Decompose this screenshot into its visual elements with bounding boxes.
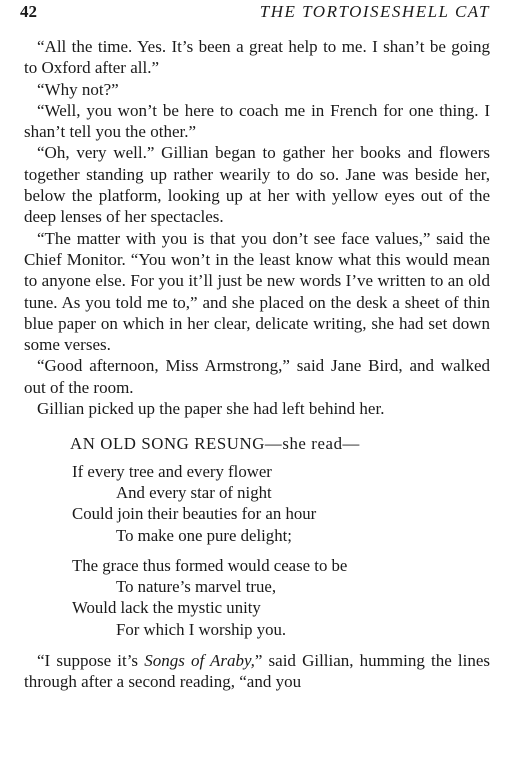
paragraph: “All the time. Yes. It’s been a great help to me. I shan’t be going to Oxford after all.” [24,37,490,78]
final-paragraph-start: “I suppose it’s [37,651,145,671]
song-title: Songs of Araby, [144,651,255,671]
poem-line: And every star of night [116,482,272,502]
paragraph: Gillian picked up the paper she had left behind her. [37,399,385,419]
paragraph: “Well, you won’t be here to coach me in French for one thing. I shan’t tell you the other.” [24,100,490,142]
poem-line: Could join their beauties for an hour [72,504,317,524]
final-paragraph [24,650,490,693]
poem-line: If every tree and every flower [72,461,272,481]
poem-line: For which I worship you. [116,619,287,639]
poem-title: AN OLD SONG RESUNG—she read— [70,434,360,454]
page-number: 42 [20,2,37,21]
poem-stanza [24,461,490,546]
paragraph: “Why not?” [37,79,119,99]
poem-line: The grace thus formed would cease to be [72,555,348,575]
paragraph: “Oh, very well.” Gillian began to gather her books and flowers together standing up rather wearily to do so. Jane was beside her, below the platform, looking up at her with yellow eyes out of the deep lenses of her spectacles. [24,143,490,227]
poem-line: Would lack the mystic unity [72,598,261,618]
paragraph: “Good afternoon, Miss Armstrong,” said Jane Bird, and walked out of the room. [24,356,490,397]
paragraph: “The matter with you is that you don’t see face values,” said the Chief Monitor. “You won’t in the least know what this would mean to anyone else. For you it’ll just be new words I’ve written to an old tune. As you told me to,” and she placed on the desk a sheet of thin blue paper on which in her clear, delicate writing, she had set down some verses. [24,228,490,355]
poem-stanza [24,555,490,640]
final-paragraph-end: ” said Gillian, humming the lines through after a second reading, “and you [24,651,490,692]
poem-line: To nature’s marvel true, [116,577,277,597]
body-text [24,36,490,693]
running-head: THE TORTOISESHELL CAT [259,2,490,21]
poem-line: To make one pure delight; [116,525,292,545]
page-header [20,2,490,28]
poem [24,433,490,640]
